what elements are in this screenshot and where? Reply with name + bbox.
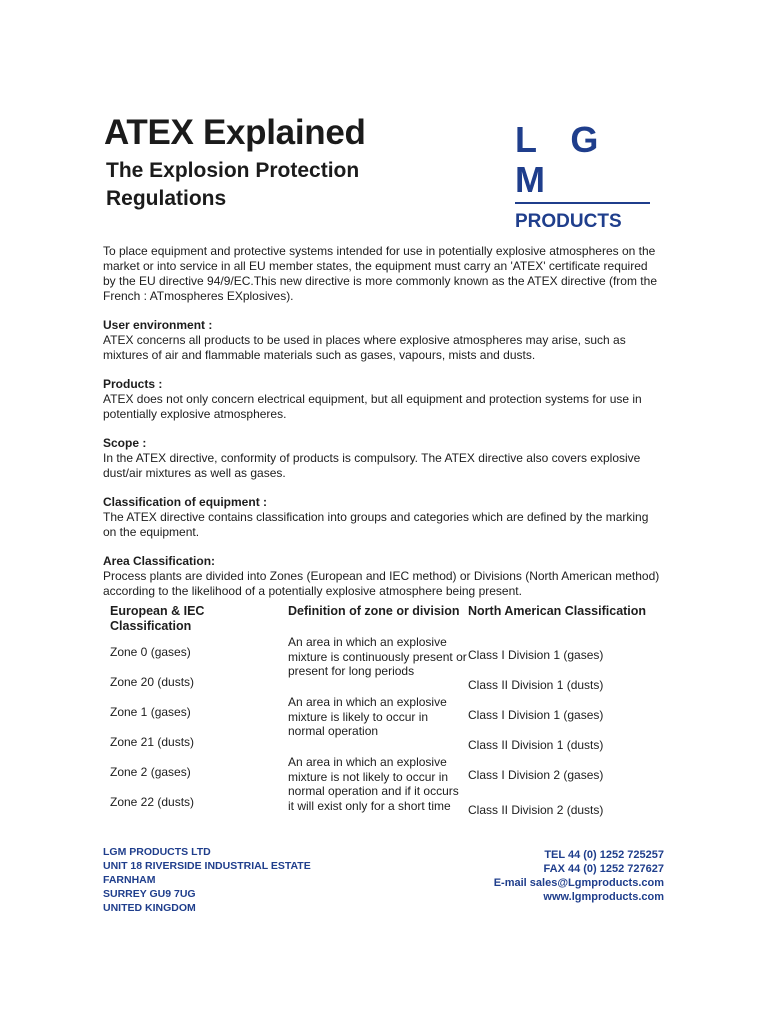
address-line: UNIT 18 RIVERSIDE INDUSTRIAL ESTATE <box>103 860 311 872</box>
na-cell: Class II Division 2 (dusts) <box>468 803 604 817</box>
na-cell: Class I Division 2 (gases) <box>468 768 604 782</box>
table-header-row <box>110 604 668 635</box>
document-subtitle: The Explosion Protection Regulations <box>106 159 360 210</box>
logo-letters: L G M <box>515 119 611 200</box>
fax: FAX 44 (0) 1252 727627 <box>543 863 664 875</box>
table-header-european: European & IEC Classification <box>110 604 205 633</box>
section-body: The ATEX directive contains classification into groups and categories which are defined by the marking on the equipment. <box>103 510 649 539</box>
zone-cell: Zone 1 (gases) <box>110 705 191 719</box>
lgm-logo <box>515 120 650 232</box>
section-body: ATEX does not only concern electrical equipment, but all equipment and protection systems for use in potentially explosive atmospheres. <box>103 392 642 421</box>
table-header-definition: Definition of zone or division <box>288 604 460 618</box>
section-body: Process plants are divided into Zones (European and IEC method) or Divisions (North American method) according to the likelihood of a potentially explosive atmosphere being present. <box>103 569 660 598</box>
telephone: TEL 44 (0) 1252 725257 <box>544 849 664 861</box>
na-cell: Class I Division 1 (gases) <box>468 648 604 662</box>
zone-cell: Zone 20 (dusts) <box>110 675 195 689</box>
address-line: SURREY GU9 7UG <box>103 888 196 900</box>
table-row <box>110 635 668 833</box>
zone-cell: Zone 21 (dusts) <box>110 735 195 749</box>
definition-cell: An area in which an explosive mixture is continuously present or present for long periods <box>288 635 467 678</box>
website: www.lgmproducts.com <box>543 891 664 903</box>
definition-cell: An area in which an explosive mixture is not likely to occur in normal operation and if it occurs it will exist only for a short time <box>288 755 459 813</box>
section-heading: Classification of equipment : <box>103 495 268 509</box>
logo-word: PRODUCTS <box>515 211 622 232</box>
email: E-mail sales@Lgmproducts.com <box>493 877 664 889</box>
zone-cell: Zone 0 (gases) <box>110 645 191 659</box>
na-cell: Class I Division 1 (gases) <box>468 708 604 722</box>
company-address <box>103 845 311 915</box>
section-body: In the ATEX directive, conformity of products is compulsory. The ATEX directive also covers explosive dust/air mixtures as well as gases. <box>103 451 641 480</box>
section-products <box>103 377 663 422</box>
address-line: UNITED KINGDOM <box>103 902 196 914</box>
zone-cell: Zone 2 (gases) <box>110 765 191 779</box>
section-heading: Products : <box>103 377 163 391</box>
address-line: FARNHAM <box>103 874 156 886</box>
classification-table <box>110 604 668 833</box>
section-classification-equipment <box>103 495 663 540</box>
section-area-classification <box>103 554 663 599</box>
section-heading: Scope : <box>103 436 147 450</box>
zone-cell: Zone 22 (dusts) <box>110 795 195 809</box>
document-title: ATEX Explained <box>104 113 366 152</box>
na-cell: Class II Division 1 (dusts) <box>468 678 604 692</box>
section-heading: Area Classification: <box>103 554 216 568</box>
section-body: ATEX concerns all products to be used in places where explosive atmospheres may arise, such as mixtures of air and flammable materials such as gases, vapours, mists and dusts. <box>103 333 626 362</box>
section-user-environment <box>103 318 663 363</box>
section-scope <box>103 436 663 481</box>
contact-details <box>494 848 664 904</box>
intro-paragraph: To place equipment and protective systems intended for use in potentially explosive atmospheres on the market or into service in all EU member states, the equipment must carry an 'ATEX' certificate required by the EU directive 94/9/EC.This new directive is more commonly known as the ATEX directive (from the French : ATmospheres EXplosives). <box>103 244 657 303</box>
address-line: LGM PRODUCTS LTD <box>103 846 211 858</box>
table-header-north-american: North American Classification <box>468 604 647 618</box>
na-cell: Class II Division 1 (dusts) <box>468 738 604 752</box>
section-heading: User environment : <box>103 318 213 332</box>
definition-cell: An area in which an explosive mixture is likely to occur in normal operation <box>288 695 447 738</box>
logo-divider <box>515 202 650 204</box>
